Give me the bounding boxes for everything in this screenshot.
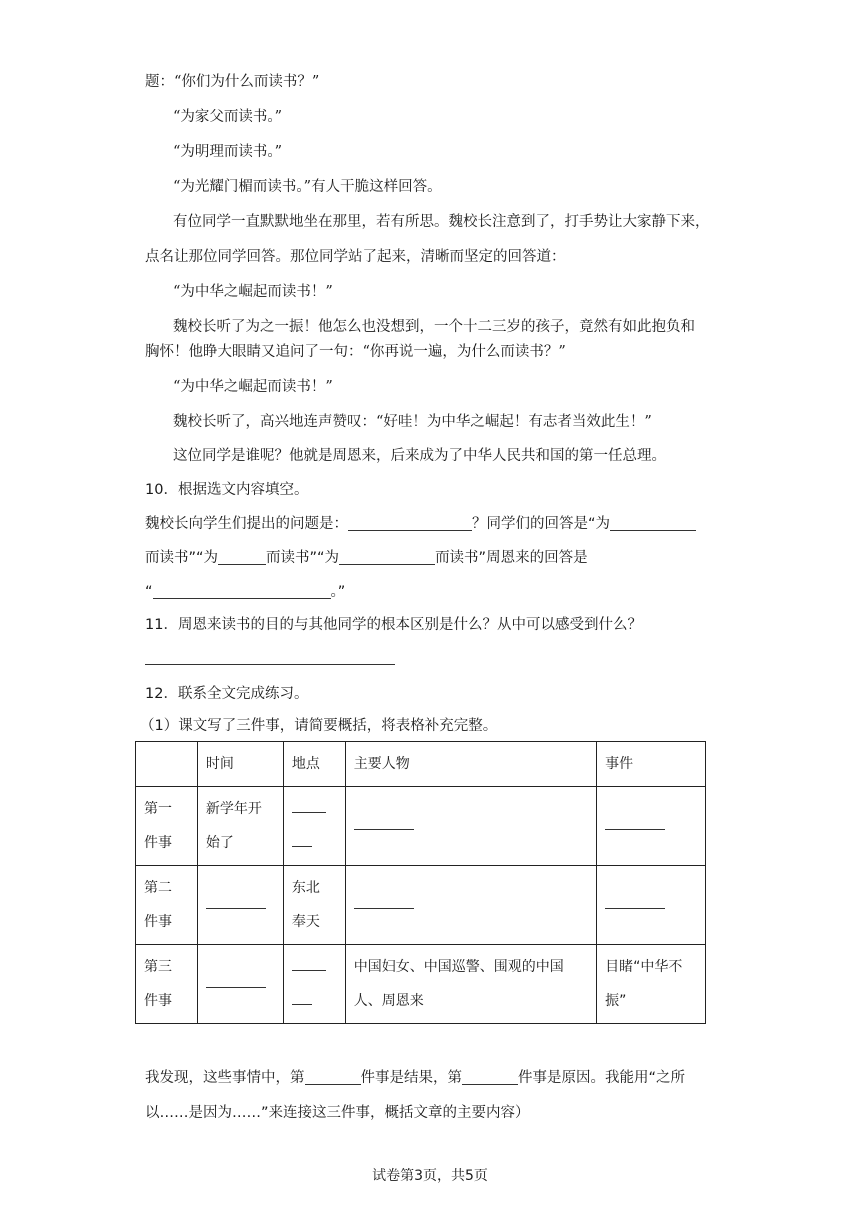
header-cell: 事件 [597,742,706,787]
time-blank-cell[interactable] [197,945,283,1024]
q10-text: 。” [330,584,346,600]
finding-line-2: 以……是因为……”来连接这三件事，概括文章的主要内容） [145,1105,530,1121]
q10-text: 魏校长向学生们提出的问题是： [145,516,348,532]
table-row [136,787,706,866]
time-cell: 新学年开 始了 [197,787,283,866]
passage-line: 有位同学一直默默地坐在那里，若有所思。魏校长注意到了，打手势让大家静下来， [173,214,710,230]
q10-text: ？同学们的回答是“为 [472,516,611,532]
answer-blank[interactable] [153,582,331,599]
answer-blank[interactable] [462,1068,518,1085]
page-footer: 试卷第3页，共5页 [372,1168,488,1184]
finding-text: 我发现，这些事情中，第 [145,1070,305,1086]
row-label: 第一 件事 [136,787,198,866]
answer-blank[interactable] [348,514,472,531]
finding-text: 件事是原因。我能用“之所 [518,1070,686,1086]
header-cell: 时间 [197,742,283,787]
table-row [136,866,706,945]
passage-line: “为中华之崛起而读书！” [173,284,333,300]
header-cell: 地点 [283,742,345,787]
event-blank-cell[interactable] [597,787,706,866]
people-blank-cell[interactable] [345,787,596,866]
question-12-subtitle: （1）课文写了三件事，请简要概括，将表格补充完整。 [140,718,498,734]
people-blank-cell[interactable] [345,866,596,945]
header-cell [136,742,198,787]
question-10-line-3 [145,582,345,602]
passage-line: 这位同学是谁呢？他就是周恩来，后来成为了中华人民共和国的第一任总理。 [173,448,666,464]
q10-text: “ [145,584,153,600]
q10-text: 而读书”周恩来的回答是 [435,550,588,566]
header-cell: 主要人物 [345,742,596,787]
passage-line: “为光耀门楣而读书。”有人干脆这样回答。 [173,179,442,195]
passage-line: “为中华之崛起而读书！” [173,379,333,395]
place-blank-cell[interactable] [283,787,345,866]
passage-line: “为家父而读书。” [173,109,283,125]
finding-line-1 [145,1068,685,1088]
question-10-line-1 [145,514,696,534]
question-12-title: 12．联系全文完成练习。 [145,686,309,702]
question-11-title: 11．周恩来读书的目的与其他同学的根本区别是什么？从中可以感受到什么？ [145,617,642,633]
answer-blank[interactable] [305,1068,361,1085]
question-10-line-2 [145,548,588,568]
time-blank-cell[interactable] [197,866,283,945]
q10-text: 而读书”“为 [266,550,340,566]
answer-blank[interactable] [339,548,435,565]
q10-text: 而读书”“为 [145,550,219,566]
table-row [136,945,706,1024]
question-10-title: 10．根据选文内容填空。 [145,482,309,498]
finding-text: 件事是结果，第 [360,1070,462,1086]
people-cell: 中国妇女、中国巡警、围观的中国 人、周恩来 [345,945,596,1024]
event-blank-cell[interactable] [597,866,706,945]
passage-line: 题：“你们为什么而读书？” [145,74,320,90]
passage-line: “为明理而读书。” [173,144,283,160]
passage-line: 魏校长听了为之一振！他怎么也没想到，一个十二三岁的孩子，竟然有如此抱负和 [173,319,695,335]
event-cell: 目睹“中华不 振” [597,945,706,1024]
passage-line: 胸怀！他睁大眼睛又追问了一句：“你再说一遍，为什么而读书？” [145,344,566,360]
place-cell: 东北 奉天 [283,866,345,945]
answer-blank[interactable] [218,548,266,565]
row-label: 第二 件事 [136,866,198,945]
passage-line: 魏校长听了，高兴地连声赞叹：“好哇！为中华之崛起！有志者当效此生！” [173,414,652,430]
question-11-answer-line[interactable] [145,664,395,665]
answer-blank[interactable] [610,514,696,531]
place-blank-cell[interactable] [283,945,345,1024]
table-header-row [136,742,706,787]
passage-line: 点名让那位同学回答。那位同学站了起来，清晰而坚定的回答道： [145,249,566,265]
events-table [135,741,706,1024]
row-label: 第三 件事 [136,945,198,1024]
